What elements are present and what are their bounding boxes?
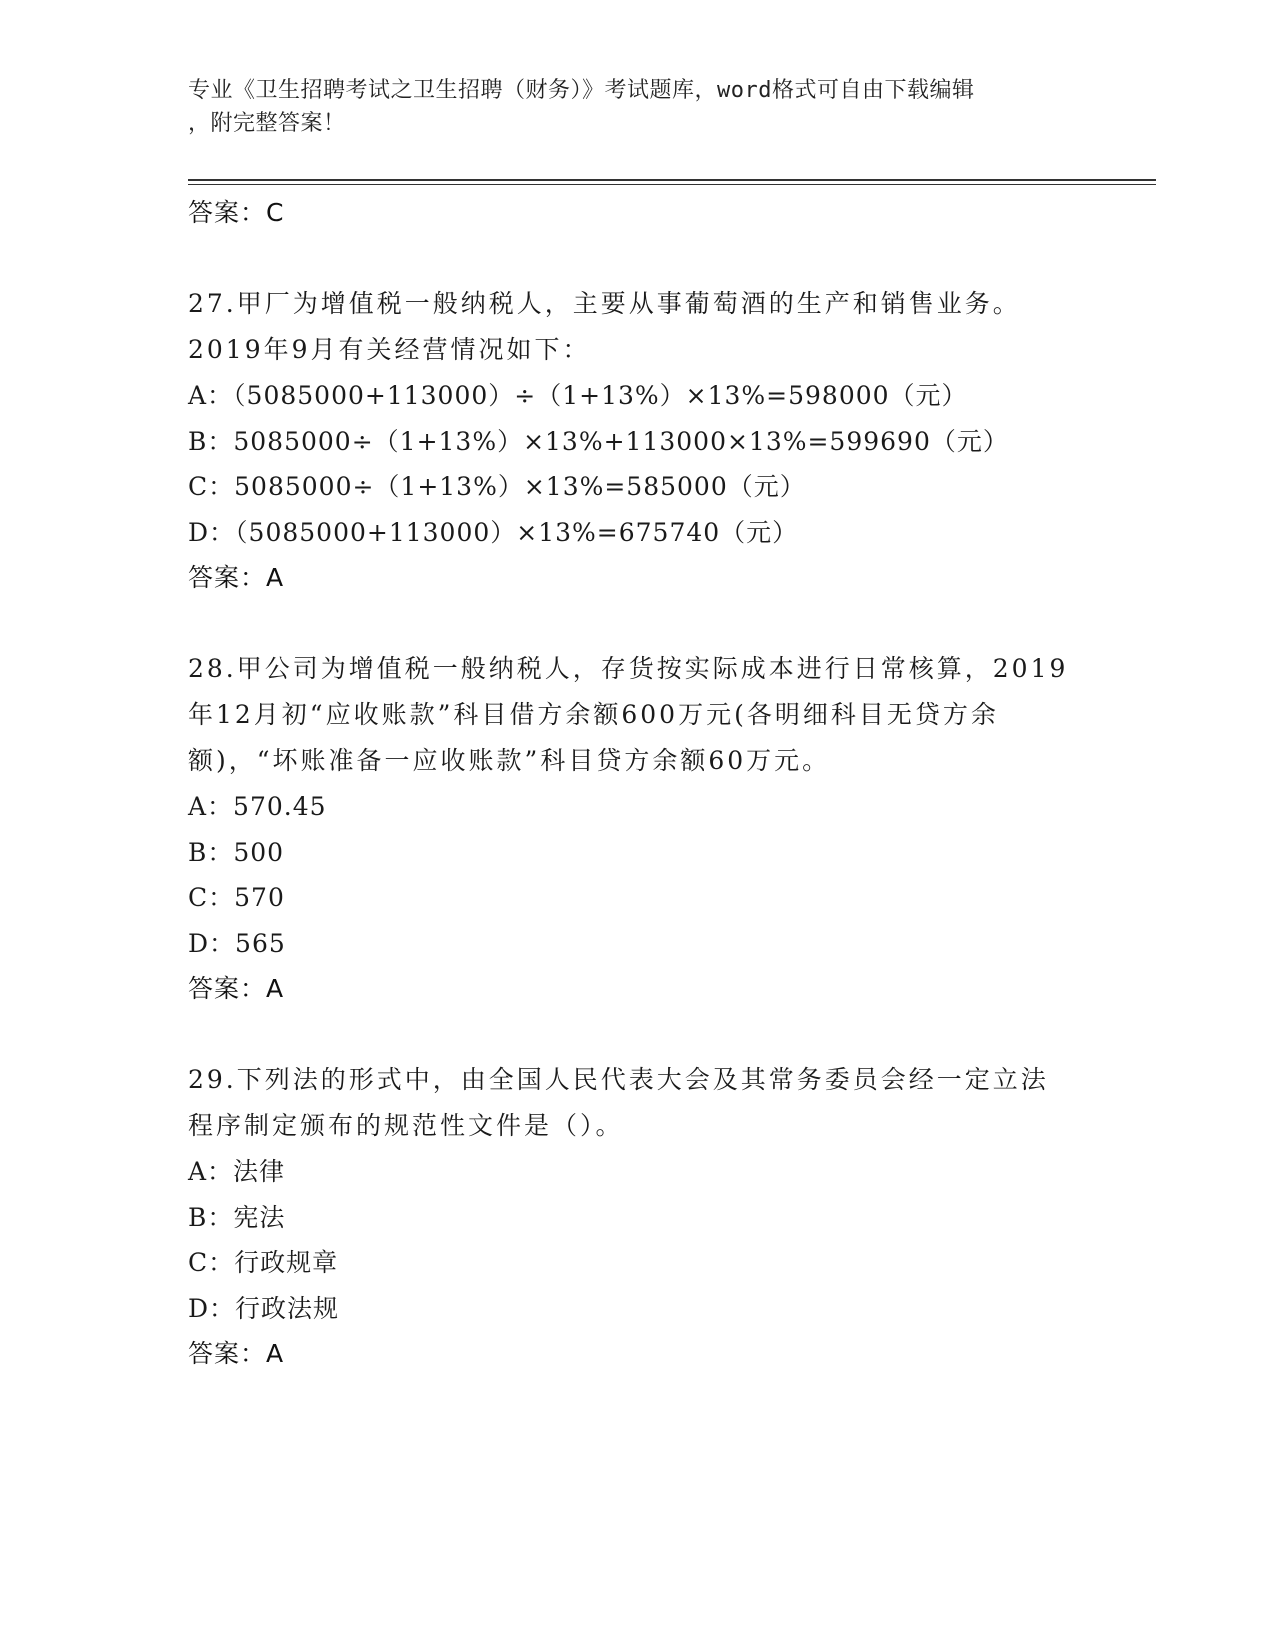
question-29 [188,1057,1088,1376]
option-d: D：（5085000+113000）×13%=675740（元） [188,517,799,547]
option-c: C：570 [188,883,285,912]
document-header [188,74,1088,140]
answer: 答案：A [188,974,285,1003]
question-stem-line: 29.下列法的形式中，由全国人民代表大会及其常务委员会经一定立法 [188,1065,1049,1094]
question-stem-line: 28.甲公司为增值税一般纳税人，存货按实际成本进行日常核算，2019 [188,654,1069,683]
answer: 答案：A [188,563,285,592]
header-rule-thick [188,179,1156,181]
header-line-2: ，附完整答案！ [188,111,346,136]
option-b: B：500 [188,837,285,867]
question-28 [188,646,1088,1011]
option-b: B：5085000÷（1+13%）×13%+113000×13%=599690（元） [188,426,1009,456]
question-stem-line: 额)，“坏账准备一应收账款”科目贷方余额60万元。 [188,746,831,775]
option-b: B：宪法 [188,1202,286,1232]
option-d: D：565 [188,928,286,958]
question-stem-line: 年12月初“应收账款”科目借方余额600万元(各明细科目无贷方余 [188,700,999,729]
question-stem-line: 27.甲厂为增值税一般纳税人，主要从事葡萄酒的生产和销售业务。 [188,289,1021,318]
option-c: C：行政规章 [188,1248,339,1277]
question-stem-line: 2019年9月有关经营情况如下： [188,335,591,364]
previous-answer: 答案：C [188,198,285,227]
option-d: D：行政法规 [188,1293,340,1323]
option-a: A：法律 [188,1157,286,1186]
question-list [188,190,1088,1376]
option-a: A：570.45 [188,792,327,821]
answer: 答案：A [188,1339,285,1368]
header-rule-thin [188,184,1156,185]
question-27 [188,281,1088,600]
option-a: A：（5085000+113000）÷（1+13%）×13%=598000（元） [188,381,968,410]
header-line-1: 专业《卫生招聘考试之卫生招聘（财务）》考试题库，word格式可自由下载编辑 [188,78,975,103]
option-c: C：5085000÷（1+13%）×13%=585000（元） [188,472,806,501]
question-stem-line: 程序制定颁布的规范性文件是（）。 [188,1111,624,1140]
